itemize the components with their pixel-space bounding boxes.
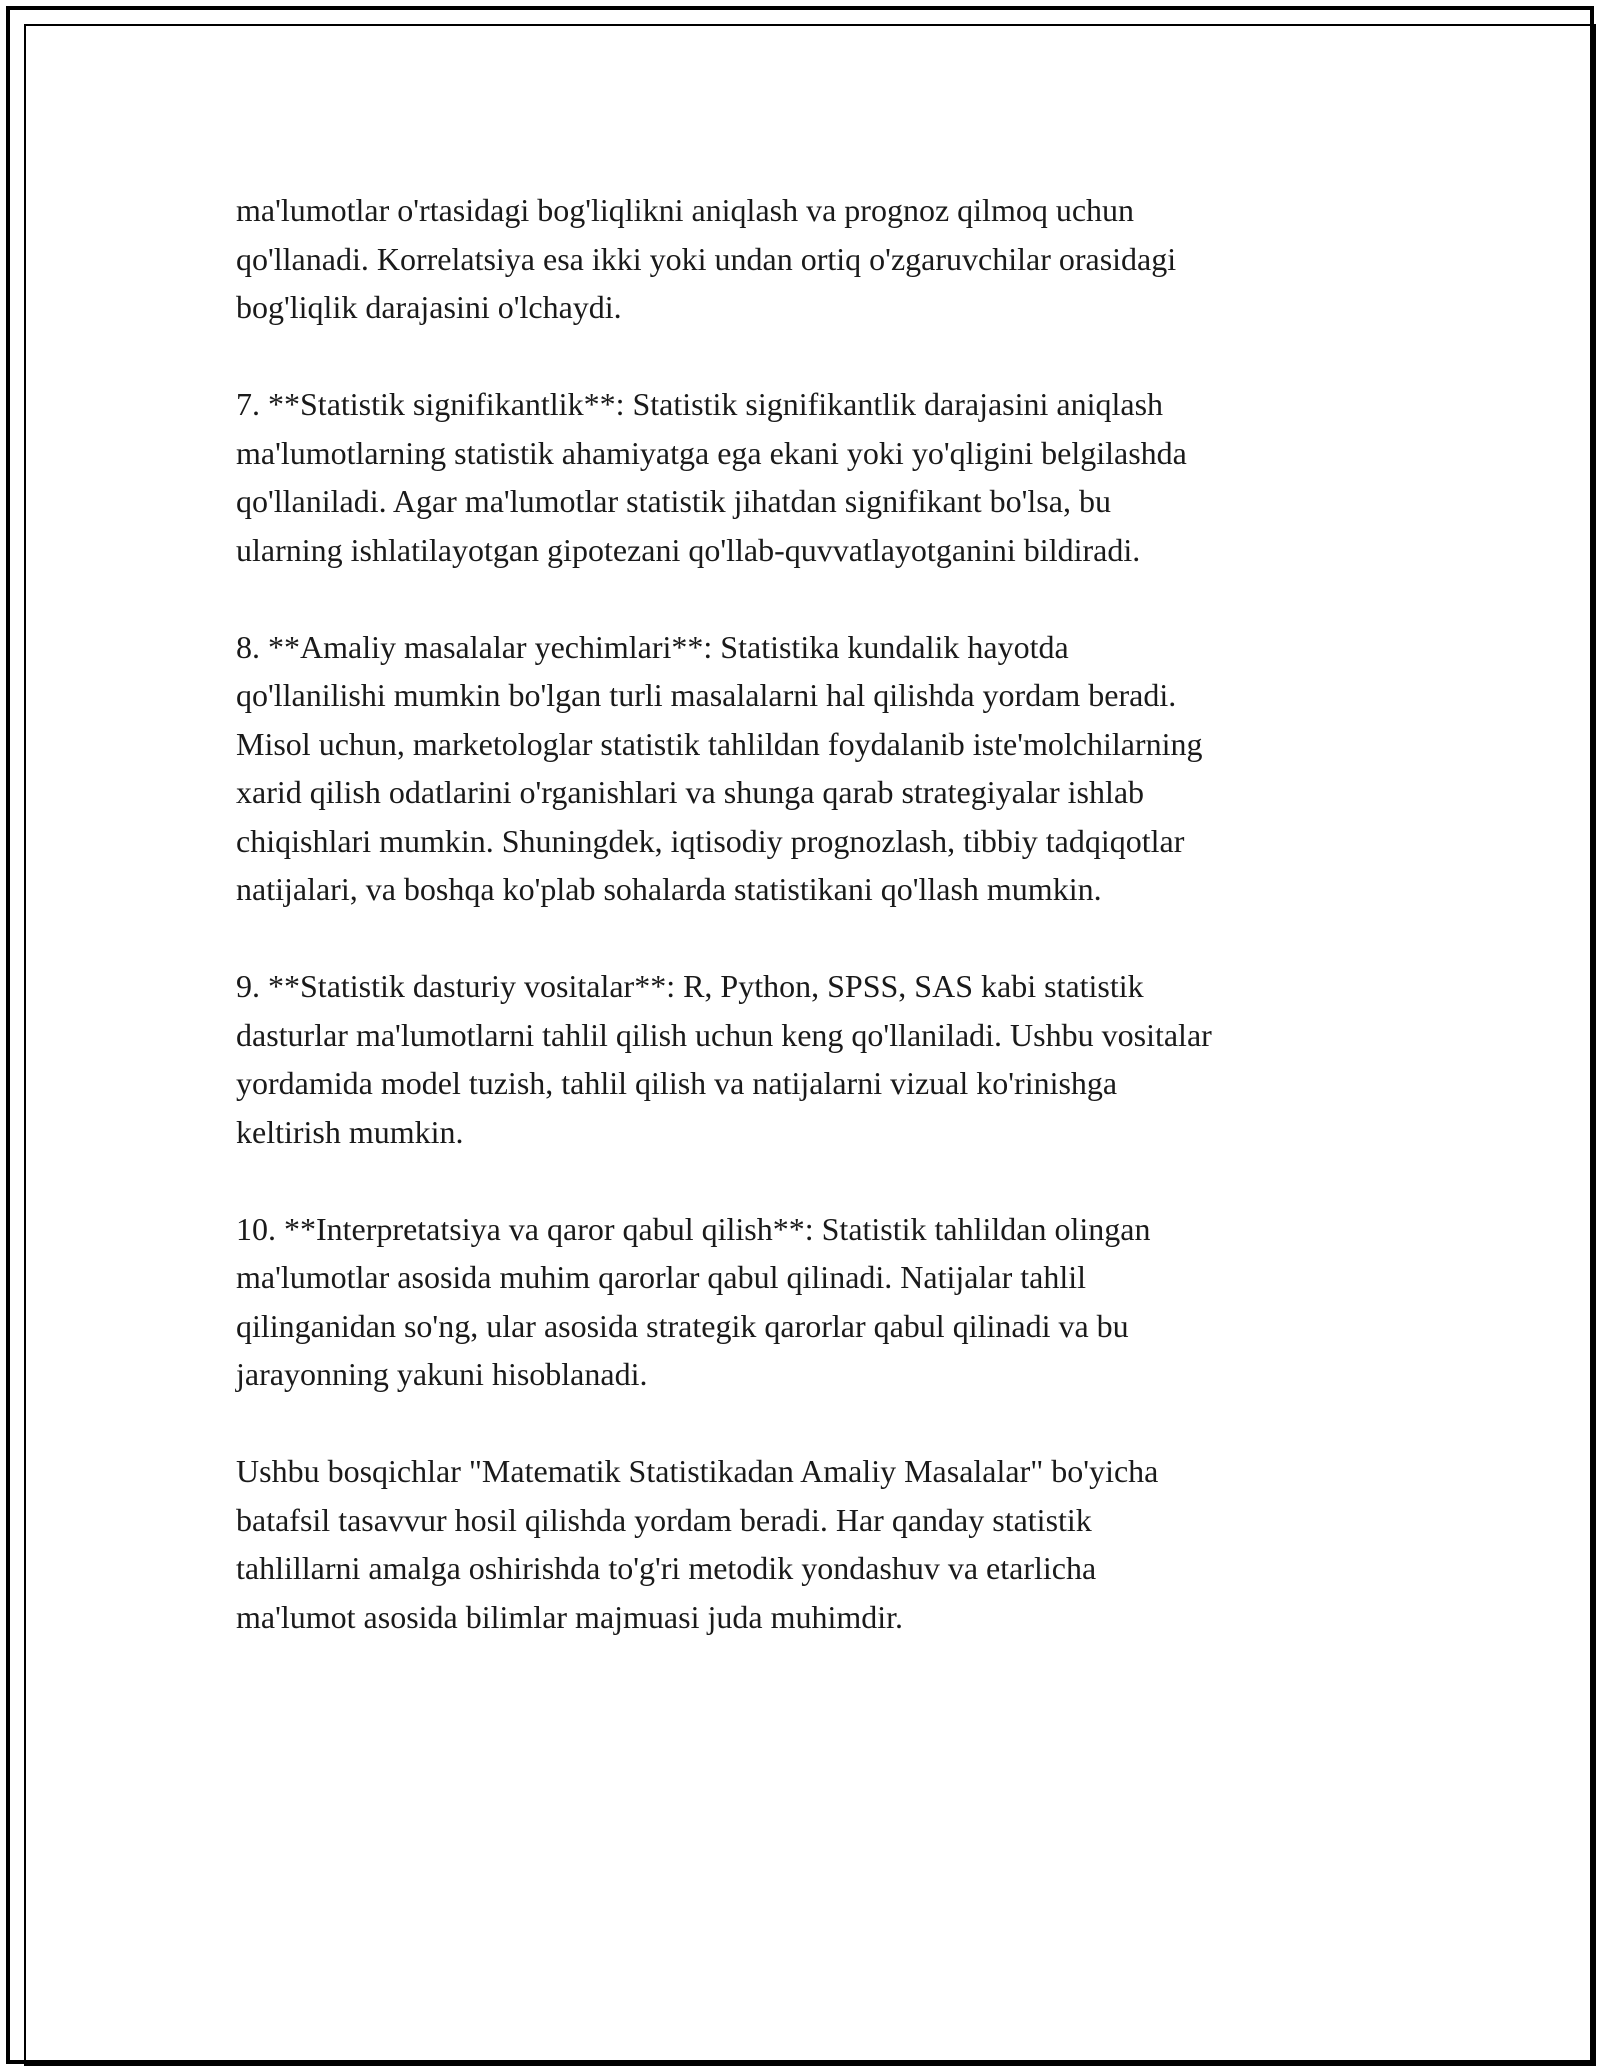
text-line: 8. **Amaliy masalalar yechimlari**: Statistika kundalik hayotda — [236, 628, 1069, 665]
text-line: dasturlar ma'lumotlarni tahlil qilish uchun keng qo'llaniladi. Ushbu vositalar — [236, 1016, 1212, 1053]
text-line: ma'lumotlarning statistik ahamiyatga ega ekani yoki yo'qligini belgilashda — [236, 434, 1187, 471]
text-line: ularning ishlatilayotgan gipotezani qo'llab-quvvatlayotganini bildiradi. — [236, 531, 1141, 568]
text-line: chiqishlari mumkin. Shuningdek, iqtisodiy prognozlash, tibbiy tadqiqotlar — [236, 822, 1185, 859]
text-line: batafsil tasavvur hosil qilishda yordam beradi. Har qanday statistik — [236, 1501, 1092, 1538]
text-line: ma'lumot asosida bilimlar majmuasi juda muhimdir. — [236, 1598, 904, 1635]
text-line: jarayonning yakuni hisoblanadi. — [236, 1356, 648, 1392]
paragraph-item-10 — [236, 1205, 1376, 1399]
text-line: ma'lumotlar asosida muhim qarorlar qabul qilinadi. Natijalar tahlil — [236, 1259, 1086, 1295]
text-line: qo'llaniladi. Agar ma'lumotlar statistik jihatdan signifikant bo'lsa, bu — [236, 483, 1111, 519]
document-body — [236, 186, 1376, 1690]
text-line: keltirish mumkin. — [236, 1113, 464, 1150]
paragraph-conclusion — [236, 1447, 1376, 1641]
text-line: qo'llanilishi mumkin bo'lgan turli masalalarni hal qilishda yordam beradi. — [236, 677, 1177, 713]
text-line: xarid qilish odatlarini o'rganishlari va shunga qarab strategiyalar ishlab — [236, 774, 1145, 810]
paragraph-correlation — [236, 186, 1376, 332]
text-line: 9. **Statistik dasturiy vositalar**: R, Python, SPSS, SAS kabi statistik — [236, 968, 1144, 1004]
paragraph-item-8 — [236, 623, 1376, 914]
text-line: Misol uchun, marketologlar statistik tahlildan foydalanib iste'molchilarning — [236, 725, 1203, 762]
text-line: qo'llanadi. Korrelatsiya esa ikki yoki undan ortiq o'zgaruvchilar orasidagi — [236, 240, 1177, 277]
text-line: bog'liqlik darajasini o'lchaydi. — [236, 289, 622, 325]
text-line: qilinganidan so'ng, ular asosida strategik qarorlar qabul qilinadi va bu — [236, 1307, 1129, 1344]
paragraph-item-9 — [236, 962, 1376, 1156]
paragraph-item-7 — [236, 380, 1376, 574]
text-line: 7. **Statistik signifikantlik**: Statistik signifikantlik darajasini aniqlash — [236, 386, 1164, 422]
text-line: 10. **Interpretatsiya va qaror qabul qilish**: Statistik tahlildan olingan — [236, 1210, 1151, 1247]
text-line: tahlillarni amalga oshirishda to'g'ri metodik yondashuv va etarlicha — [236, 1550, 1097, 1586]
text-line: Ushbu bosqichlar "Matematik Statistikadan Amaliy Masalalar" bo'yicha — [236, 1453, 1159, 1489]
text-line: natijalari, va boshqa ko'plab sohalarda statistikani qo'llash mumkin. — [236, 871, 1102, 907]
text-line: yordamida model tuzish, tahlil qilish va natijalarni vizual ko'rinishga — [236, 1065, 1118, 1101]
text-line: ma'lumotlar o'rtasidagi bog'liqlikni aniqlash va prognoz qilmoq uchun — [236, 192, 1135, 228]
